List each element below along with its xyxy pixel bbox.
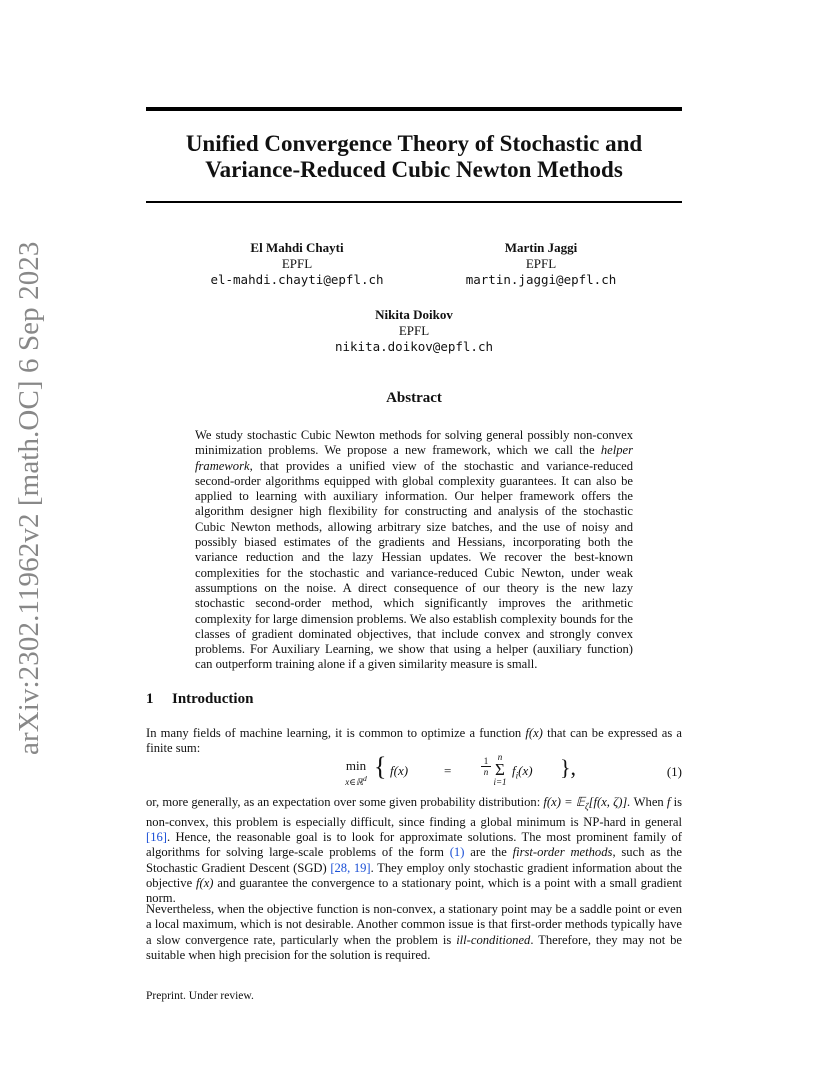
author-name: Nikita Doikov [375, 307, 453, 322]
section-title: Introduction [172, 691, 254, 707]
author-affiliation: EPFL [398, 323, 430, 338]
equation-number: (1) [666, 764, 682, 779]
italic-term: ill-conditioned [456, 932, 531, 947]
equation-body [336, 752, 656, 792]
abstract-heading: Abstract [386, 390, 442, 406]
author-name: Martin Jaggi [504, 240, 578, 255]
intro-paragraph-3: Nevertheless, when the objective function is non-convex, a stationary point may be a saddle point or even a local maximum, which is not desirable. Another common issue is that first-order methods typically have a slow convergence rate, particularly when the problem is ill-conditioned. Therefore, they may not be suitable when high precision for the solution is required. [146, 902, 683, 962]
author-affiliation: EPFL [525, 256, 557, 271]
equation-lhs: f(x) [390, 763, 409, 778]
math-expectation: f(x) = 𝔼$_\zeta$[f(x, ζ)]. [543, 795, 631, 812]
italic-term: first-order methods [512, 845, 613, 860]
citation-link[interactable]: [28, 19] [330, 860, 371, 875]
equation-ref-link[interactable]: (1) [449, 845, 465, 860]
author-block-3 [309, 307, 519, 355]
author-email[interactable]: el-mahdi.chayti@epfl.ch [210, 272, 384, 287]
title-bottom-rule [146, 201, 682, 203]
title-line-1: Unified Convergence Theory of Stochastic and [185, 131, 643, 156]
author-block-2 [436, 240, 646, 288]
equation-open-brace: { [374, 752, 387, 781]
author-block-1 [192, 240, 402, 288]
citation-link[interactable]: [16] [146, 830, 167, 845]
math-fx: f(x) [196, 876, 214, 890]
section-number: 1 [146, 691, 154, 707]
abstract-text: We study stochastic Cubic Newton methods for solving general possibly non-convex minimization problems. We propose a new framework, which we call the helper framework, that provides a unified view of the stochastic and variance-reduced second-order algorithms equipped with global complexity guarantees. It can also be applied to learning with auxiliary information. Our helper framework offers the algorithm designer high flexibility for constructing and analysis of the stochastic Cubic Newton methods, allowing arbitrary size batches, and the use of noisy and possibly biased estimates of the gradients and Hessians, incorporating both the variance reduction and the lazy Hessian updates. We recover the best-known complexities for the stochastic and variance-reduced Cubic Newton, under weak assumptions on the noise. A direct consequence of our theory is the new lazy stochastic second-order method, which significantly improves the arithmetic complexity for large dimension problems. We also establish complexity bounds for the classes of gradient dominated objectives, that include convex and strongly convex problems. For Auxiliary Learning, we show that using a helper (auxiliary function) can outperform training alone if a given similarity measure is small. [195, 428, 633, 672]
equation-fraction: $\frac{1}{n}$ [481, 756, 491, 777]
title-top-rule [146, 107, 682, 111]
footer-note: Preprint. Under review. [146, 990, 254, 1002]
math-fx: f(x) [525, 726, 543, 740]
author-name: El Mahdi Chayti [250, 240, 344, 255]
abstract-italic-term: helper framework [195, 443, 633, 473]
arxiv-identifier: arXiv:2302.11962v2 [math.OC] 6 Sep 2023 [13, 241, 45, 755]
paper-title [146, 131, 682, 183]
equation-1 [146, 752, 682, 792]
section-heading-introduction [146, 691, 253, 708]
author-email[interactable]: martin.jaggi@epfl.ch [465, 272, 617, 287]
intro-paragraph-1: In many fields of machine learning, it is common to optimize a function f(x) that can be expressed as a finite sum: [146, 726, 683, 756]
equation-sum: n Σ i=1 [493, 752, 507, 787]
equation-term: $f_i(x)$ [512, 763, 533, 781]
intro-paragraph-2: or, more generally, as an expectation over some given probability distribution: f(x) = 𝔼$_\zeta$[f(x, ζ)]. When f is non-convex, this problem is especially difficult, since finding a global minimum is NP-hard in general [16]. Hence, the reasonable goal is to look for approximate solutions. The most prominent family of algorithms for solving large-scale problems of the form (1) are the first-order methods, such as the Stochastic Gradient Descent (SGD) [28, 19]. They employ only stochastic gradient information about the objective f(x) and guarantee the convergence to a stationary point, which is a point with a small gradient norm. [146, 795, 683, 906]
equation-equals: = [444, 763, 452, 778]
author-email[interactable]: nikita.doikov@epfl.ch [334, 339, 494, 354]
math-f: f [666, 795, 671, 809]
title-line-2: Variance-Reduced Cubic Newton Methods [205, 157, 623, 182]
equation-min: min x∈ℝ$^d$ [345, 758, 367, 787]
equation-close-brace: }, [560, 755, 577, 780]
author-affiliation: EPFL [281, 256, 313, 271]
